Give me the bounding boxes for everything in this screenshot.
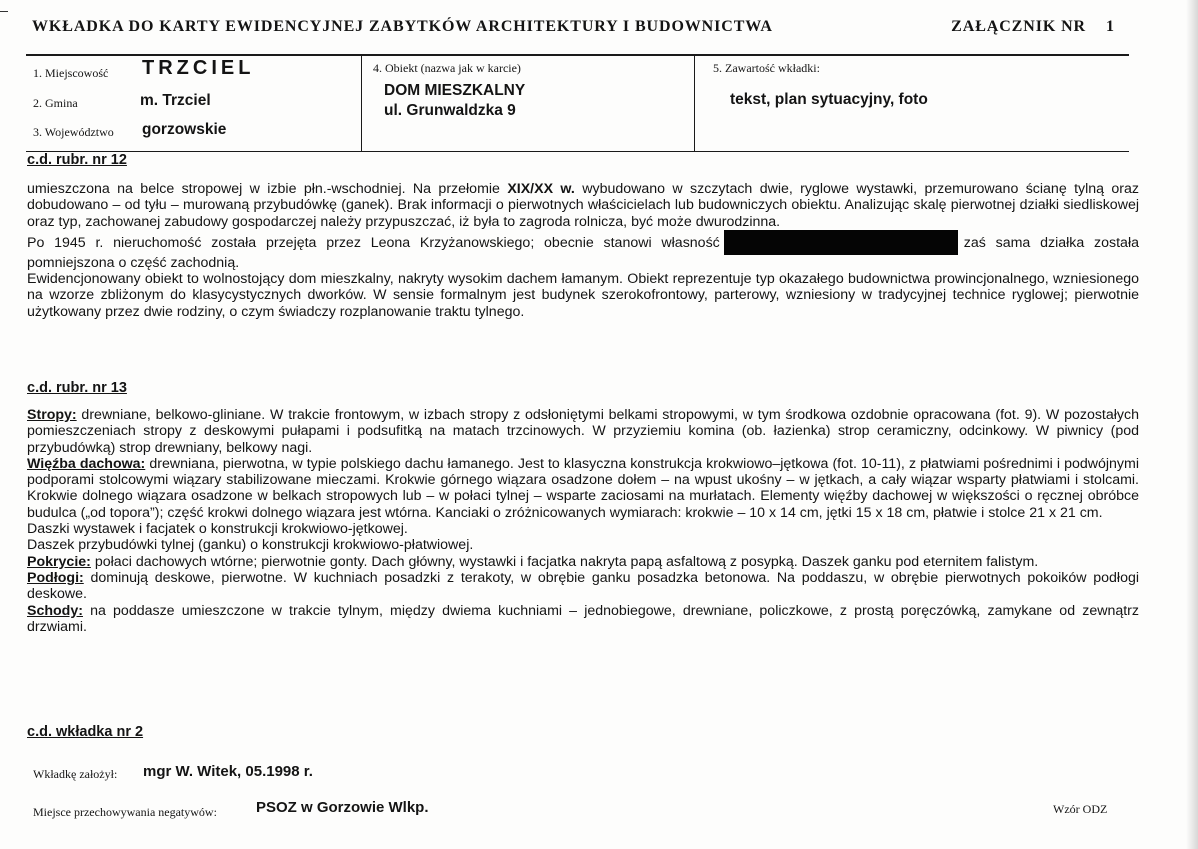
- locality-value: TRZCIEL: [142, 57, 255, 79]
- section-12-paragraph-2: Po 1945 r. nieruchomość została przejęta przez Leona Krzyżanowskiego; obecnie stanowi własność zaś sama działka została pomniejszona o część zachodnią.: [27, 230, 1139, 271]
- author-label: Wkładkę założył:: [33, 767, 118, 781]
- contents-value: tekst, plan sytuacyjny, foto: [730, 91, 928, 108]
- form-title: WKŁADKA DO KARTY EWIDENCYJNEJ ZABYTKÓW ARCHITEKTURY I BUDOWNICTWA: [32, 18, 773, 35]
- object-name: DOM MIESZKALNY: [384, 82, 526, 99]
- province-value: gorzowskie: [142, 121, 227, 138]
- continued-note: c.d. wkładka nr 2: [27, 724, 144, 740]
- commune-label: 2. Gmina: [33, 96, 78, 110]
- storage-value: PSOZ w Gorzowie Wlkp.: [256, 799, 429, 816]
- stropy-paragraph: Stropy: drewniane, belkowo-gliniane. W trakcie frontowym, w izbach stropy z odsłoniętymi belkami stropowymi, w tym środkowa ozdobnie opracowana (fot. 9). W pozostałych pomieszczeniach stropy z deskowymi pułapami i podsufitką na matach trzcinowych. W przyziemiu komina (ob. łazienka) strop ceramiczny, odcinkowy. W piwnicy (pod przybudówką) strop drewniany, belkowy nagi.: [27, 407, 1139, 456]
- table-divider-2: [694, 55, 695, 152]
- wiezba-term: Więźba dachowa:: [27, 455, 146, 472]
- section-13-body: [27, 407, 1139, 635]
- podlogi-paragraph: Podłogi: dominują deskowe, pierwotne. W kuchniach posadzki z terakoty, w obrębie ganku posadzka betonowa. Na poddaszu, w obrębie pierwotnych pokoików podłogi deskowe.: [27, 569, 1139, 603]
- schody-term: Schody:: [27, 602, 83, 619]
- pokrycie-term: Pokrycie:: [27, 553, 91, 570]
- section-12-body: [27, 181, 1139, 320]
- section-12-paragraph-3: Ewidencjonowany obiekt to wolnostojący dom mieszkalny, nakryty wysokim dachem łamanym. Obiekt reprezentuje typ okazałego budownictwa prowincjonalnego, wzniesionego na wzorze zbliżonym do klasycystycznych dworków. W sensie formalnym jest budynek szerokofrontowy, parterowy, wzniesiony w tradycyjnej technice ryglowej; pierwotnie użytkowany przez dwie rodziny, o czym świadczy rozplanowanie traktu tylnego.: [27, 271, 1139, 320]
- province-label: 3. Województwo: [33, 125, 114, 139]
- podlogi-term: Podłogi:: [27, 569, 84, 586]
- daszki-line-1: Daszki wystawek i facjatek o konstrukcji krokwiowo-jętkowej.: [27, 521, 408, 538]
- table-bottom-border: [26, 151, 1129, 152]
- scan-corner-mark: [0, 11, 8, 12]
- section-12-heading: c.d. rubr. nr 12: [27, 152, 127, 168]
- scan-edge-shadow: [1186, 0, 1198, 849]
- commune-value: m. Trzciel: [140, 92, 211, 109]
- daszki-line-2: Daszek przybudówki tylnej (ganku) o konstrukcji krokwiowo-płatwiowej.: [27, 537, 474, 554]
- wiezba-paragraph: Więźba dachowa: drewniana, pierwotna, w typie polskiego dachu łamanego. Jest to klasyczna konstrukcja krokwiowo–jętkowa (fot. 10-11), z płatwiami pośrednimi i podwójnymi podporami stolcowymi wiązary stabilizowane mieczami. Krokwie górnego wiązara osadzone dołem – na wpust ukośny – w jętkach, a cały wiązar wsparty płatwiami i stolcami. Krokwie dolnego wiązara osadzone w belkach stropowych lub – w połaci tylnej – wsparte zaciosami na murłatach. Elementy więźby dachowej w większości o ręcznej obróbce budulca („od topora”); część krokwi dolnego wiązara jest wtórna. Kanciaki o zróżnicowanych wymiarach: krokwie – 10 x 14 cm, jętki 15 x 18 cm, płatwie i stolce 21 x 21 cm.: [27, 455, 1139, 521]
- table-top-border: [26, 54, 1129, 56]
- section-13-heading: c.d. rubr. nr 13: [27, 380, 127, 396]
- storage-label: Miejsce przechowywania negatywów:: [33, 805, 217, 819]
- contents-label: 5. Zawartość wkładki:: [713, 61, 820, 75]
- schody-paragraph: Schody: na poddasze umieszczone w trakcie tylnym, między dwiema kuchniami – jednobiegowe, drewniane, policzkowe, z prostą poręczówką, zamykane od zewnątrz drzwiami.: [27, 602, 1139, 635]
- attachment-label: ZAŁĄCZNIK NR: [951, 18, 1086, 35]
- attachment-number: 1: [1106, 18, 1114, 35]
- redaction-box: [724, 230, 958, 255]
- object-address: ul. Grunwaldzka 9: [384, 102, 516, 119]
- section-12-paragraph-1: umieszczona na belce stropowej w izbie płn.-wschodniej. Na przełomie XIX/XX w. wybudowano w szczytach dwie, ryglowe wystawki, przemurowano ścianę tylną oraz dobudowano – od tyłu – murowaną przybudówkę (ganek). Brak informacji o pierwotnych właścicielach lub budowniczych obiektu. Analizując skalę pierwotnej działki siedliskowej oraz typ, zachowanej zabudowy gospodarczej należy przypuszczać, iż była to zagroda rolnicza, być może dwurodzinna.: [27, 181, 1140, 230]
- author-value: mgr W. Witek, 05.1998 r.: [143, 763, 313, 780]
- object-label: 4. Obiekt (nazwa jak w karcie): [373, 61, 521, 75]
- table-divider-1: [361, 55, 362, 152]
- century-range: XIX/XX w.: [507, 181, 575, 197]
- form-version-label: Wzór ODZ: [1053, 802, 1108, 816]
- stropy-term: Stropy:: [27, 407, 77, 423]
- locality-label: 1. Miejscowość: [33, 66, 109, 80]
- pokrycie-paragraph: Pokrycie: połaci dachowych wtórne; pierwotnie gonty. Dach główny, wystawki i facjatka nakryta papą asfaltową z posypką. Daszek ganku pod eternitem falistym.: [27, 553, 1039, 570]
